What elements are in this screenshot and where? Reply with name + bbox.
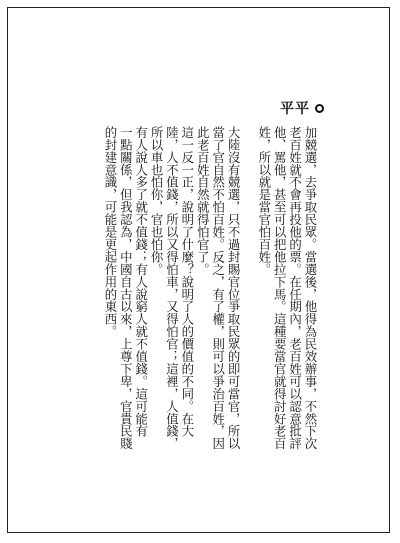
text-column: 此老百姓自然就得怕官了。 xyxy=(195,126,211,276)
text-column: 有人說人多了就不值錢；有人說窮人就不值錢。這可能有 xyxy=(133,126,149,438)
text-column: 的封建意識，可能是更起作用的東西。 xyxy=(102,126,118,338)
text-column: 陸，人不值錢，所以又得怕車，又得怕官；這裡，人值錢， xyxy=(164,126,180,450)
section-heading xyxy=(280,98,324,118)
text-column: 加競選，去爭取民眾。當選後，他得為民效辦事，不然下次 xyxy=(303,126,318,450)
section-title: 平平 xyxy=(280,101,310,117)
text-column: 他、罵他，甚至可以把他拉下馬。這種要當官就得討好老百 xyxy=(272,126,288,450)
text-column: 所以車也怕你，官也怕你。 xyxy=(149,126,165,276)
circle-mark-icon xyxy=(315,104,324,113)
paragraph-gap xyxy=(242,126,255,396)
article-body xyxy=(84,126,318,450)
text-column: 一點關係，但我認為，中國自古以來，上尊下卑，官貴民賤 xyxy=(118,126,134,450)
text-column: 姓，所以就是當官怕百姓。 xyxy=(256,126,272,276)
text-column: 老百姓就不會再投他的票。在任期內，老百姓可以認意批評 xyxy=(287,126,303,450)
text-column: 大陸沒有競選，只不過封賜官位爭取民眾的即可當官，所以 xyxy=(226,126,242,450)
text-column: 這一反一正，說明了什麼？說明了人的價值的不同。在大 xyxy=(179,126,195,438)
text-column: 當了官自然不怕百姓。反之，有了權，則可以爭治百姓，因 xyxy=(210,126,226,450)
